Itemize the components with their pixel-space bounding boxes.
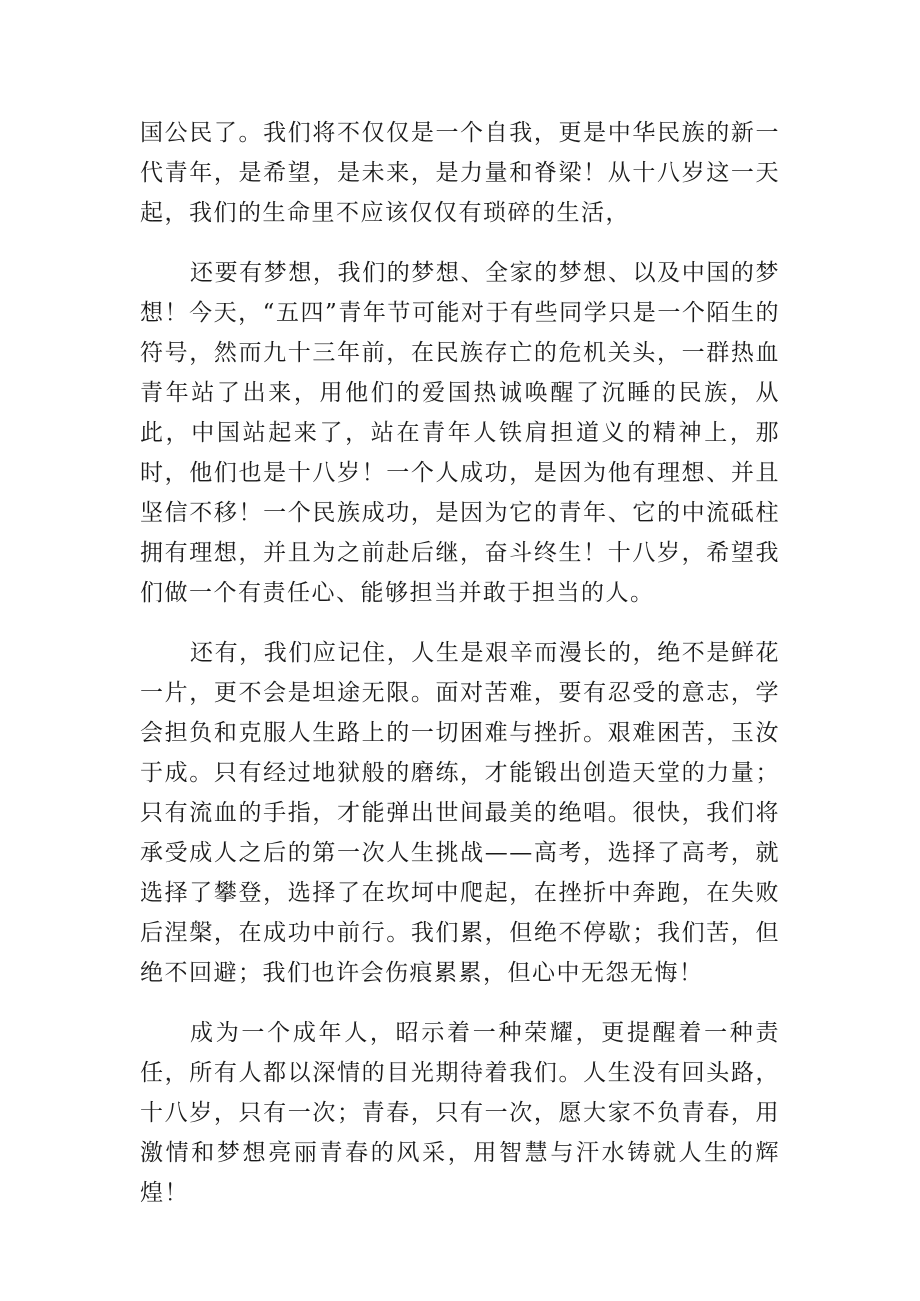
paragraph-4: 成为一个成年人，昭示着一种荣耀，更提醒着一种责任，所有人都以深情的目光期待着我们。人生没有回头路，十八岁，只有一次；青春，只有一次，愿大家不负青春，用激情和梦想亮丽青春的风采，用智慧与汗水铸就人生的辉煌！ <box>140 1020 780 1206</box>
document-body <box>140 113 780 1233</box>
paragraph-2: 还要有梦想，我们的梦想、全家的梦想、以及中国的梦想！今天，“五四”青年节可能对于有些同学只是一个陌生的符号，然而九十三年前，在民族存亡的危机关头，一群热血青年站了出来，用他们的爱国热诚唤醒了沉睡的民族，从此，中国站起来了，站在青年人铁肩担道义的精神上，那时，他们也是十八岁！一个人成功，是因为他有理想、并且坚信不移！一个民族成功，是因为它的青年、它的中流砥柱拥有理想，并且为之前赴后继，奋斗终生！十八岁，希望我们做一个有责任心、能够担当并敢于担当的人。 <box>140 260 780 606</box>
paragraph-3: 还有，我们应记住，人生是艰辛而漫长的，绝不是鲜花一片，更不会是坦途无限。面对苦难，要有忍受的意志，学会担负和克服人生路上的一切困难与挫折。艰难困苦，玉汝于成。只有经过地狱般的磨练，才能锻出创造天堂的力量；只有流血的手指，才能弹出世间最美的绝唱。很快，我们将承受成人之后的第一次人生挑战——高考，选择了高考，就选择了攀登，选择了在坎坷中爬起，在挫折中奔跑，在失败后涅槃，在成功中前行。我们累，但绝不停歇；我们苦，但绝不回避；我们也许会伤痕累累，但心中无怨无悔！ <box>140 640 780 986</box>
paragraph-1: 国公民了。我们将不仅仅是一个自我，更是中华民族的新一代青年，是希望，是未来，是力量和脊梁！从十八岁这一天起，我们的生命里不应该仅仅有琐碎的生活， <box>140 120 780 226</box>
